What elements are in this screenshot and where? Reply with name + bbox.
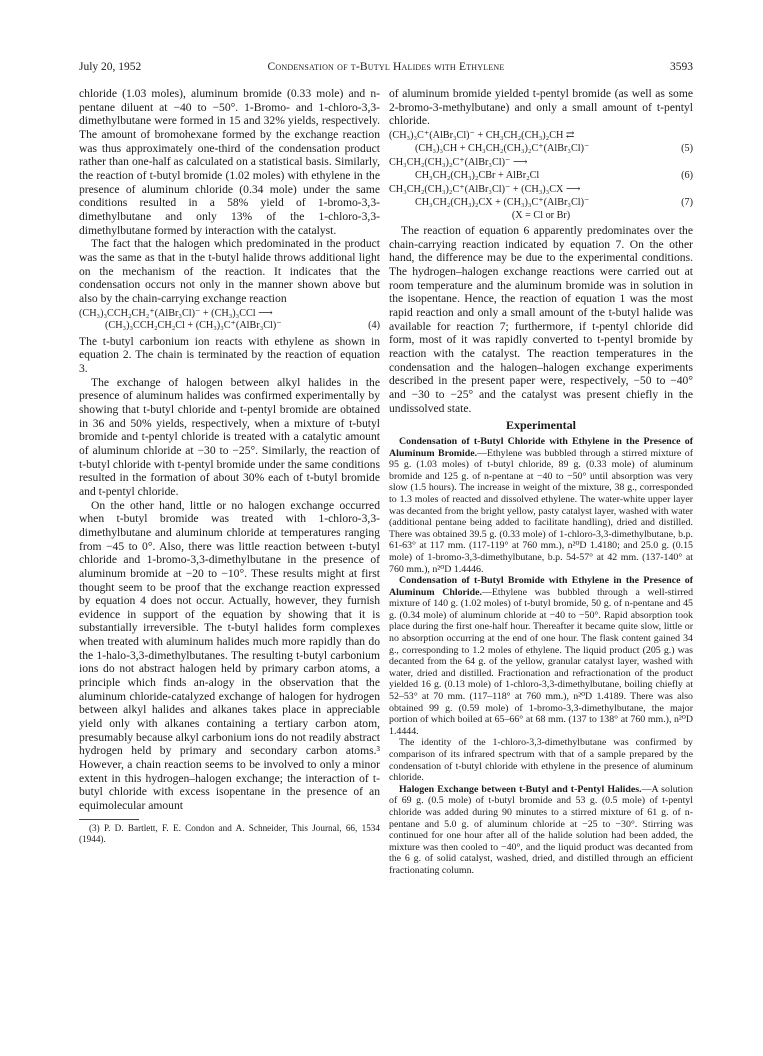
paragraph	[389, 575, 693, 737]
procedure-title: Halogen Exchange between t-Butyl and t-Pentyl Halides.	[399, 783, 642, 795]
procedure-title: Condensation of t-Butyl Bromide with Ethylene in the Presence of Aluminum Chloride.	[389, 575, 693, 598]
running-header	[79, 61, 693, 75]
left-column	[79, 87, 380, 845]
footnote-divider	[79, 819, 139, 820]
paragraph: On the other hand, little or no halogen exchange occurred when t-butyl bromide was treated with 1-chloro-3,3-dimethylbutane and aluminum chloride at temperatures ranging from −45 to 0°. Also, there was little reaction between t-butyl chloride and 1-bromo-3,3-dimethylbutane in the presence of aluminum bromide at −20 to −10°. These results might at first thought seem to be proof that the exchange reaction expressed by equation 4 does not occur. Actually, however, they furnish evidence in support of the equation by showing that it is substantially irreversible. The t-butyl halides form complexes when treated with aluminum halides much more rapidly than do the 1-halo-3,3-dimethylbutanes. The resulting t-butyl carbonium ions do not abstract halogen held by primary carbon atoms, a principle which finds an-alogy in the observation that the aluminum chloride-catalyzed exchange of halogen for hydrogen between alkyl halides and alkanes takes place in appreciable yield only with alkanes containing a tertiary carbon atom, presumably because alkyl carbonium ions do not readily abstract hydrogen held by primary and secondary carbon atoms.³ However, a chain reaction seems to be involved to only a minor extent in this hydrogen–halogen exchange; the interaction of t-butyl chloride with excess isopentane in the presence of an equimolecular amount	[79, 498, 380, 812]
equation-line: (CH₃)₃CCH₂CH₂Cl + (CH₃)₃C⁺(AlBr₃Cl)⁻ (4)	[105, 320, 380, 332]
equation-number: (7)	[681, 196, 693, 208]
equation-5	[389, 130, 693, 155]
header-date: July 20, 1952	[79, 61, 142, 73]
paragraph: The reaction of equation 6 apparently predominates over the chain-carrying reaction indicated by equation 7. On the other hand, the difference may be due to the experimental conditions. The hydrogen–halogen exchange reactions were carried out at room temperature and the aluminum bromide was in solution in the isopentane. Hence, the reaction of equation 1 was the most rapid reaction and only a small amount of the t-butyl halide was available for reaction 7; furthermore, if t-pentyl chloride did form, most of it was rapidly converted to t-pentyl bromide by reaction with the catalyst. The reaction temperatures in the condensation and the halogen–halogen exchange experiments described in the present paper were, respectively, −50 to −40° and −30 to −25° and the catalyst was present chiefly in the undissolved state.	[389, 224, 693, 415]
equation-line: (CH₃)₃CCH₂CH₂⁺(AlBr₃Cl)⁻ + (CH₃)₃CCl ⟶	[79, 307, 273, 319]
equation-number: (4)	[368, 320, 380, 332]
equation-line: (CH₃)₃CH + CH₃CH₂(CH₃)₂C⁺(AlBr₃Cl)⁻ (5)	[415, 142, 693, 154]
right-column	[389, 87, 693, 877]
paragraph: The exchange of halogen between alkyl halides in the presence of aluminum halides was confirmed experimentally by showing that t-butyl chloride and t-pentyl bromide are obtained in 36 and 50% yields, respectively, when a mixture of t-butyl bromide and t-pentyl chloride is treated with a catalytic amount of aluminum chloride at −30 to −25°. Similarly, the reaction of t-butyl chloride with t-pentyl bromide under the same conditions resulted in the formation of about 30% each of t-butyl bromide and t-pentyl chloride.	[79, 375, 380, 498]
equation-line: CH₃CH₂(CH₃)₂CX + (CH₃)₃C⁺(AlBr₃Cl)⁻ (7)	[415, 196, 693, 208]
paragraph: chloride (1.03 moles), aluminum bromide (0.33 mole) and n-pentane diluent at −40 to −50°. 1-Bromo- and 1-chloro-3,3-dimethylbutane were formed in 15 and 32% yields, respectively. The amount of bromohexane formed by the exchange reaction was thus approximately one-third of the condensation product rather than one-half as calculated on a statistical basis. Similarly, the reaction of t-butyl bromide (1.02 moles) with ethylene in the presence of aluminum chloride (0.34 mole) under the same conditions resulted in a 58% yield of 1-bromo-3,3-dimethylbutane and only 13% of the 1-chloro-3,3-dimethylbutane formed by interaction with the catalyst.	[79, 87, 380, 237]
equation-line: CH₃CH₂(CH₃)₂C⁺(AlBr₃Cl)⁻ ⟶	[389, 157, 528, 169]
equation-6	[389, 157, 693, 182]
procedure-title: Condensation of t-Butyl Chloride with Ethylene in the Presence of Aluminum Bromide.	[389, 435, 693, 459]
equation-number: (5)	[681, 142, 693, 154]
header-title: Condensation of t-Butyl Halides with Ethylene	[267, 61, 505, 73]
paragraph: The fact that the halogen which predominated in the product was the same as that in the t-butyl halide throws additional light on the mechanism of the reaction. It indicates that the condensation occurs not only in the manner shown above but also by the chain-carrying exchange reaction	[79, 237, 380, 305]
equation-line: CH₃CH₂(CH₃)₂C⁺(AlBr₃Cl)⁻ + (CH₃)₃CX ⟶	[389, 184, 581, 196]
section-heading: Experimental	[506, 418, 576, 433]
procedure-text: —A solution of 69 g. (0.5 mole) of t-butyl bromide and 53 g. (0.5 mole) of t-pentyl chloride was added during 90 minutes to a stirred mixture of 61 g. of n-pentane and 5.0 g. of aluminum chloride at −25 to −30°. Stirring was continued for one hour after all of the halide solution had been added, the mixture was then cooled to −40°, and the liquid product was decanted from the 6 g. of solid catalyst, washed, dried, and distilled through an efficient fractionating column.	[389, 783, 693, 876]
equation-4	[79, 308, 380, 333]
paragraph	[389, 436, 693, 575]
paragraph: The t-butyl carbonium ion reacts with ethylene as shown in equation 2. The chain is terminated by the reaction of equation 3.	[79, 334, 380, 375]
paragraph: The identity of the 1-chloro-3,3-dimethylbutane was confirmed by comparison of its infrared spectrum with that of a sample prepared by the condensation of t-butyl chloride with ethylene in the presence of aluminum chloride.	[389, 737, 693, 784]
experimental-text	[389, 436, 693, 877]
footnote: (3) P. D. Bartlett, F. E. Condon and A. Schneider, This Journal, 66, 1534 (1944).	[79, 822, 380, 844]
equation-line: (CH₃)₃C⁺(AlBr₃Cl)⁻ + CH₃CH₂(CH₃)₂CH ⇄	[389, 129, 575, 141]
paragraph	[389, 784, 693, 877]
equation-line: CH₃CH₂(CH₃)₂CBr + AlBr₂Cl (6)	[415, 169, 693, 181]
equation-note: (X = Cl or Br)	[511, 209, 571, 221]
procedure-text: —Ethylene was bubbled through a well-stirred mixture of 140 g. (1.02 moles) of t-butyl bromide, 50 g. of n-pentane and 45 g. (0.34 mole) of aluminum chloride at −40 to −50°. Rapid absorption took place during the first one-half hour. Thereafter it became quite slow, little or no absorption occurring at the end of one hour. The flask content gained 34 g., corresponding to 1.2 moles of ethylene. The liquid product (205 g.) was decanted from the 64 g. of the yellow, granular catalyst layer, washed with water, dried and distilled. Fractionation and refractionation of the product yielded 16 g. (0.13 mole) of 1-chloro-3,3-dimethylbutane, boiling chiefly at 52–53° at 70 mm. (117–118° at 760 mm.), n²⁰D 1.4189. There was also obtained 99 g. (0.59 mole) of 1-bromo-3,3-dimethylbutane, the major portion of which boiled at 65–66° at 68 mm. (137 to 138° at 760 mm.), n²⁰D 1.4444.	[389, 586, 694, 737]
equation-number: (6)	[681, 169, 693, 181]
procedure-text: —Ethylene was bubbled through a stirred mixture of 95 g. (1.03 moles) of t-butyl chloride, 89 g. (0.33 mole) of aluminum bromide and 125 g. of n-pentane at −40 to −50° until absorption was very slow (1.5 hours). The increase in weight of the mixture, 38 g., corresponded to 1.3 moles of reacted and dissolved ethylene. The water-white upper layer was decanted from the bright yellow, pasty catalyst layer, washed with water (additional pentane being added to facilitate handling), dried and distilled. There was obtained 39.5 g. (0.33 mole) of 1-chloro-3,3-dimethylbutane, b.p. 61-63° at 117 mm. (117-119° at 760 mm.), n²⁰D 1.4180; and 25.0 g. (0.15 mole) of 1-bromo-3,3-dimethylbutane, b.p. 54-57° at 42 mm. (137-140° at 760 mm.), n²⁰D 1.4446.	[389, 447, 693, 575]
page-number: 3593	[670, 61, 693, 73]
paragraph: of aluminum bromide yielded t-pentyl bromide (as well as some 2-bromo-3-methylbutane) and only a small amount of t-pentyl chloride.	[389, 87, 693, 128]
equation-7	[389, 184, 693, 222]
